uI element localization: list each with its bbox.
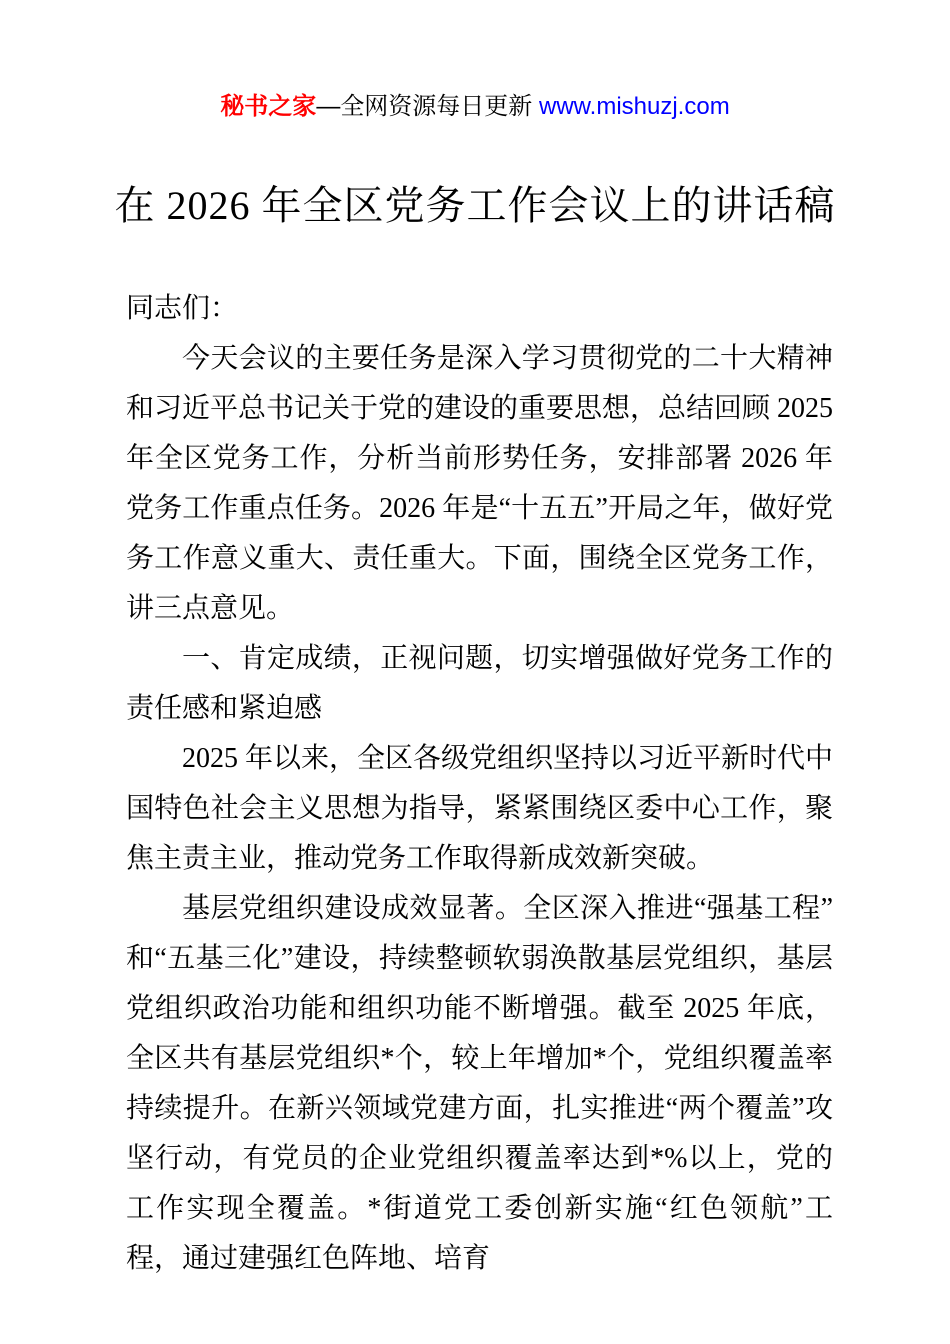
header-banner	[0, 0, 950, 126]
body-paragraph: 基层党组织建设成效显著。全区深入推进“强基工程”和“五基三化”建设，持续整顿软弱涣散基层党组织，基层党组织政治功能和组织功能不断增强。截至 2025 年底，全区共有基层党组织*个，较上年增加*个，党组织覆盖率持续提升。在新兴领域党建方面，扎实推进“两个覆盖”攻坚行动，有党员的企业党组织覆盖率达到*%以上，党的工作实现全覆盖。*街道党工委创新实施“红色领航”工程，通过建强红色阵地、培育	[126, 893, 833, 1274]
document-body	[126, 284, 833, 1284]
page-title: 在 2026 年全区党务工作会议上的讲话稿	[114, 183, 836, 228]
body-paragraph: 2025 年以来，全区各级党组织坚持以习近平新时代中国特色社会主义思想为指导，紧紧围绕区委中心工作，聚焦主责主业，推动党务工作取得新成效新突破。	[126, 743, 834, 874]
site-url-link[interactable]: www.mishuzj.com	[538, 93, 730, 120]
site-name: 秘书之家	[220, 93, 317, 120]
salutation: 同志们：	[126, 293, 239, 324]
body-paragraph: 今天会议的主要任务是深入学习贯彻党的二十大精神和习近平总书记关于党的建设的重要思想，总结回顾 2025 年全区党务工作，分析当前形势任务，安排部署 2026 年党务工作重点任务。2026 年是“十五五”开局之年，做好党务工作意义重大、责任重大。下面，围绕全区党务工作，讲三点意见。	[126, 343, 834, 624]
section-heading: 一、肯定成绩，正视问题，切实增强做好党务工作的责任感和紧迫感	[126, 643, 833, 724]
header-tagline: —全网资源每日更新	[316, 93, 539, 120]
